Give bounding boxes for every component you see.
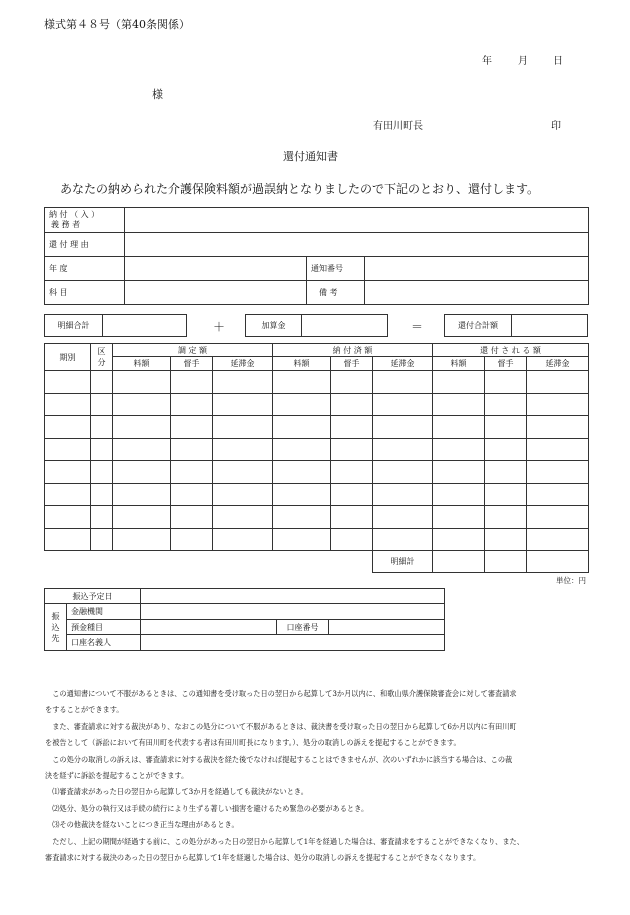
detail-cell[interactable] (171, 483, 213, 506)
detail-cell[interactable] (331, 461, 373, 484)
detail-cell[interactable] (273, 461, 331, 484)
detail-cell[interactable] (527, 528, 589, 551)
detail-cell[interactable] (113, 416, 171, 439)
refund-premium-header: 料額 (433, 357, 485, 371)
detail-cell[interactable] (527, 506, 589, 529)
detail-cell[interactable] (171, 461, 213, 484)
detail-cell[interactable] (273, 483, 331, 506)
refund-late-header: 延滞金 (527, 357, 589, 371)
detail-row (45, 416, 589, 439)
detail-table (44, 343, 589, 573)
recipient-suffix: 様 (152, 88, 163, 101)
detail-total-box[interactable] (44, 314, 187, 337)
detail-cell[interactable] (273, 528, 331, 551)
detail-cell[interactable] (527, 461, 589, 484)
detail-cell[interactable] (433, 461, 485, 484)
detail-cell[interactable] (113, 438, 171, 461)
detail-cell[interactable] (113, 393, 171, 416)
additional-box[interactable] (245, 314, 388, 337)
account-number-value[interactable] (329, 620, 445, 635)
detail-cell[interactable] (213, 438, 273, 461)
detail-row (45, 438, 589, 461)
remarks-value[interactable] (365, 281, 589, 305)
paid-premium-header: 料額 (273, 357, 331, 371)
detail-cell[interactable] (331, 416, 373, 439)
detail-cell[interactable] (171, 528, 213, 551)
detail-row (45, 483, 589, 506)
detail-cell[interactable] (527, 483, 589, 506)
detail-cell[interactable] (91, 483, 113, 506)
detail-cell[interactable] (331, 528, 373, 551)
notice-number-label: 通知番号 (307, 257, 365, 281)
account-number-label: 口座番号 (277, 620, 329, 635)
detail-row (45, 371, 589, 394)
detail-cell[interactable] (213, 393, 273, 416)
info-table (44, 207, 589, 305)
detail-cell[interactable] (171, 438, 213, 461)
detail-cell[interactable] (273, 416, 331, 439)
document-title: 還付通知書 (283, 150, 338, 163)
detail-cell[interactable] (331, 438, 373, 461)
detail-cell[interactable] (433, 506, 485, 529)
detail-cell[interactable] (91, 438, 113, 461)
detail-cell[interactable] (45, 483, 91, 506)
detail-cell[interactable] (433, 416, 485, 439)
payer-label-line2: 義 務 者 (51, 220, 81, 229)
bank-value[interactable] (141, 604, 445, 620)
note-line: この通知書について不服があるときは、この通知書を受け取った日の翌日から起算して3か月以内に、和歌山県介護保険審査会に対して審査請求 (45, 689, 517, 698)
detail-cell[interactable] (373, 416, 433, 439)
paid-reminder-header: 督手 (331, 357, 373, 371)
detail-cell[interactable] (433, 528, 485, 551)
account-holder-value[interactable] (141, 635, 445, 651)
detail-cell[interactable] (45, 393, 91, 416)
detail-sum-spacer (45, 551, 373, 573)
form-number: 様式第４８号（第40条関係） (44, 18, 190, 31)
payer-label (45, 208, 125, 233)
reason-value[interactable] (125, 233, 589, 257)
detail-cell[interactable] (485, 416, 527, 439)
detail-cell[interactable] (485, 483, 527, 506)
detail-cell[interactable] (273, 438, 331, 461)
subject-label (45, 281, 125, 305)
transfer-destination-label (45, 604, 67, 651)
intro-text: あなたの納められた介護保険料額が過誤納となりましたので下記のとおり、還付します。 (60, 182, 540, 196)
detail-cell[interactable] (373, 438, 433, 461)
refund-reminder-header: 督手 (485, 357, 527, 371)
detail-cell[interactable] (527, 393, 589, 416)
detail-cell[interactable] (213, 506, 273, 529)
dest-char-2: 込 (51, 622, 60, 632)
reason-label: 還 付 理 由 (45, 233, 125, 257)
assessed-late-header: 延滞金 (213, 357, 273, 371)
paid-late-header: 延滞金 (373, 357, 433, 371)
detail-cell[interactable] (273, 393, 331, 416)
detail-cell[interactable] (331, 483, 373, 506)
detail-cell[interactable] (373, 528, 433, 551)
unit-label: 単位：円 (556, 576, 586, 585)
detail-row (45, 461, 589, 484)
detail-cell[interactable] (45, 416, 91, 439)
detail-cell[interactable] (213, 483, 273, 506)
remarks-label-text: 備 考 (319, 288, 338, 297)
detail-cell[interactable] (213, 461, 273, 484)
detail-cell[interactable] (91, 506, 113, 529)
transfer-table (44, 588, 445, 651)
legal-notes (45, 686, 595, 866)
detail-cell[interactable] (91, 528, 113, 551)
subject-value[interactable] (125, 281, 307, 305)
assessed-premium-header: 料額 (113, 357, 171, 371)
dest-char-1: 振 (51, 611, 60, 621)
payer-value[interactable] (125, 208, 589, 233)
date-month-label: 月 (518, 56, 528, 67)
note-line: 決を経ずに訴訟を提起することができます。 (45, 771, 189, 781)
date-day-label: 日 (553, 56, 563, 67)
detail-cell[interactable] (485, 371, 527, 394)
detail-cell[interactable] (213, 416, 273, 439)
detail-cell[interactable] (373, 506, 433, 529)
refund-header: 還 付 さ れ る 額 (433, 344, 589, 357)
note-line: を被告として（訴訟において有田川町を代表する者は有田川町長になります。）、処分の取消しの訴えを提起することができます。 (45, 738, 461, 748)
note-line: ⑶その他裁決を経ないことにつき正当な理由があるとき。 (45, 820, 239, 830)
scheduled-date-value[interactable] (141, 589, 445, 604)
detail-cell[interactable] (433, 438, 485, 461)
notice-number-value[interactable] (365, 257, 589, 281)
detail-cell[interactable] (373, 483, 433, 506)
detail-cell[interactable] (433, 393, 485, 416)
payer-label-line1: 納 付 （ 入 ） (49, 210, 100, 219)
paid-header: 納 付 済 額 (273, 344, 433, 357)
detail-cell[interactable] (433, 483, 485, 506)
equals-sign: ＝ (411, 320, 424, 334)
account-type-label: 預金種目 (67, 620, 141, 635)
assessed-reminder-header: 督手 (171, 357, 213, 371)
category-header-2: 分 (97, 358, 106, 367)
detail-cell[interactable] (331, 506, 373, 529)
refund-total-label: 還付合計額 (445, 315, 512, 336)
note-line: この処分の取消しの訴えは、審査請求に対する裁決を経た後でなければ提起することはできませんが、次のいずれかに該当する場合は、この裁 (45, 754, 513, 764)
detail-cell[interactable] (113, 371, 171, 394)
detail-rows (45, 371, 589, 551)
detail-cell[interactable] (171, 506, 213, 529)
detail-cell[interactable] (373, 371, 433, 394)
plus-sign: ＋ (213, 320, 226, 334)
subject-label-text: 科 目 (49, 288, 68, 297)
detail-cell[interactable] (485, 461, 527, 484)
detail-cell[interactable] (113, 483, 171, 506)
detail-cell[interactable] (273, 371, 331, 394)
detail-cell[interactable] (113, 461, 171, 484)
account-type-value[interactable] (141, 620, 277, 635)
dest-char-3: 先 (51, 633, 60, 643)
detail-cell[interactable] (113, 528, 171, 551)
detail-cell[interactable] (45, 528, 91, 551)
detail-cell[interactable] (171, 371, 213, 394)
detail-cell[interactable] (273, 506, 331, 529)
detail-cell[interactable] (45, 506, 91, 529)
remarks-label (307, 281, 365, 305)
detail-cell[interactable] (213, 371, 273, 394)
period-header: 期別 (45, 344, 91, 371)
account-holder-label: 口座名義人 (67, 635, 141, 651)
detail-row (45, 528, 589, 551)
detail-cell[interactable] (91, 371, 113, 394)
seal-mark: 印 (551, 121, 561, 132)
fiscal-year-label (45, 257, 125, 281)
detail-cell[interactable] (527, 416, 589, 439)
scheduled-date-label: 振込予定日 (45, 589, 141, 604)
detail-sum-reminder[interactable] (485, 551, 527, 573)
detail-cell[interactable] (45, 371, 91, 394)
detail-cell[interactable] (527, 438, 589, 461)
detail-cell[interactable] (485, 438, 527, 461)
note-line: ⑵処分、処分の執行又は手続の続行により生ずる著しい損害を避けるため緊急の必要があるとき。 (45, 803, 369, 813)
detail-sum-label: 明細計 (373, 551, 433, 573)
note-line: ただし、上記の期間が経過する前に、この処分があった日の翌日から起算して1年を経過した場合は、審査請求をすることができなくなり、また、 (45, 836, 524, 846)
detail-cell[interactable] (485, 506, 527, 529)
note-line: をすることができます。 (45, 705, 124, 715)
detail-cell[interactable] (113, 506, 171, 529)
refund-total-box[interactable] (444, 314, 588, 337)
fiscal-year-label-text: 年 度 (49, 264, 68, 273)
detail-cell[interactable] (171, 393, 213, 416)
detail-cell[interactable] (485, 528, 527, 551)
note-line: 審査請求に対する裁決のあった日の翌日から起算して1年を経過した場合は、処分の取消しの訴えを提起することができなくなります。 (45, 853, 481, 863)
detail-cell[interactable] (91, 416, 113, 439)
bank-label: 金融機関 (67, 604, 141, 620)
detail-sum-late[interactable] (527, 551, 589, 573)
detail-cell[interactable] (213, 528, 273, 551)
detail-cell[interactable] (485, 393, 527, 416)
date-year-label: 年 (482, 56, 492, 67)
detail-cell[interactable] (433, 371, 485, 394)
sender-name: 有田川町長 (373, 121, 423, 132)
fiscal-year-value[interactable] (125, 257, 307, 281)
detail-cell[interactable] (171, 416, 213, 439)
category-header (91, 344, 113, 371)
detail-cell[interactable] (527, 371, 589, 394)
note-line: また、審査請求に対する裁決があり、なおこの処分について不服があるときは、裁決書を受け取った日の翌日から起算して6か月以内に有田川町 (45, 721, 517, 731)
detail-cell[interactable] (331, 371, 373, 394)
detail-cell[interactable] (373, 393, 433, 416)
detail-cell[interactable] (331, 393, 373, 416)
detail-row (45, 506, 589, 529)
note-line: ⑴審査請求があった日の翌日から起算して3か月を経過しても裁決がないとき。 (45, 787, 308, 797)
detail-cell[interactable] (45, 461, 91, 484)
detail-cell[interactable] (91, 461, 113, 484)
detail-row (45, 393, 589, 416)
detail-cell[interactable] (45, 438, 91, 461)
detail-cell[interactable] (373, 461, 433, 484)
additional-label: 加算金 (246, 315, 302, 336)
detail-sum-premium[interactable] (433, 551, 485, 573)
category-header-1: 区 (97, 347, 106, 356)
assessed-header: 調 定 額 (113, 344, 273, 357)
detail-cell[interactable] (91, 393, 113, 416)
detail-total-label: 明細合計 (45, 315, 103, 336)
